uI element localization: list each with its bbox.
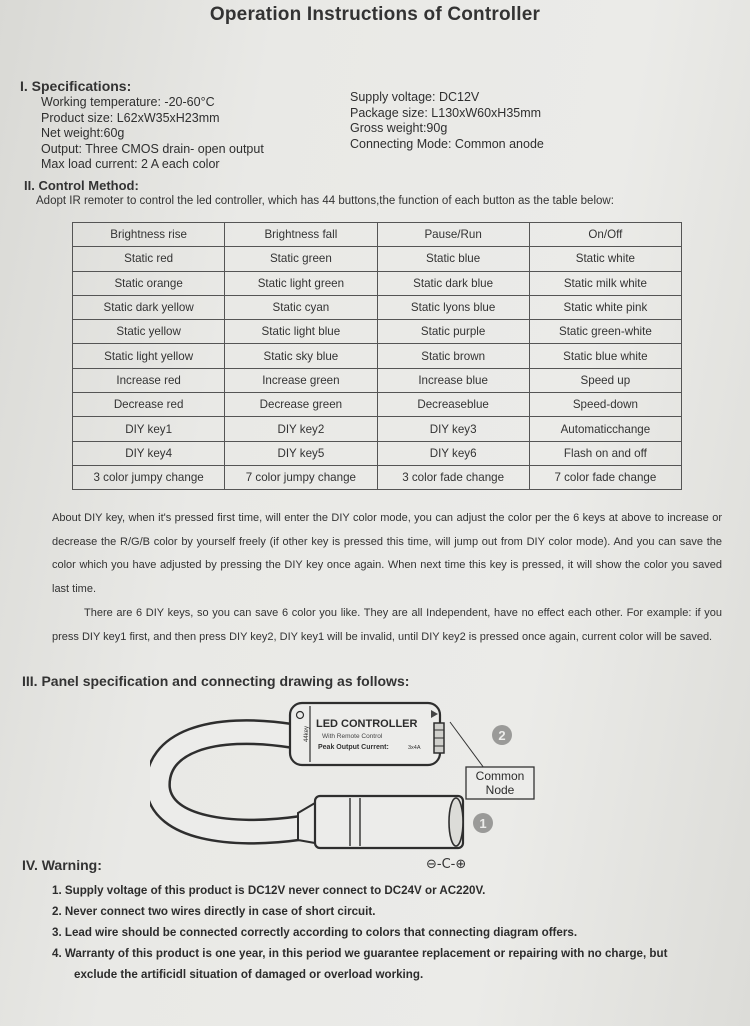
table-cell: Automaticchange (529, 417, 681, 441)
table-cell: DIY key4 (73, 441, 225, 465)
common-node-label-1: Common (475, 769, 525, 783)
table-cell: Static white (529, 247, 681, 271)
common-node-label-2: Node (485, 783, 515, 797)
warning-item-2: 2. Never connect two wires directly in case of short circuit. (52, 905, 376, 918)
table-cell: Increase green (225, 368, 377, 392)
panel-heading: III. Panel specification and connecting drawing as follows: (22, 673, 410, 689)
table-row (73, 223, 682, 247)
diy-key-description (52, 507, 722, 649)
table-cell: Static light blue (225, 320, 377, 344)
spec-output: Output: Three CMOS drain- open output (41, 141, 264, 156)
table-cell: Pause/Run (377, 223, 529, 247)
table-row (73, 441, 682, 465)
common-node-leader (450, 722, 484, 768)
spec-max-load-current: Max load current: 2 A each color (41, 157, 220, 171)
table-cell: Static brown (377, 344, 529, 368)
table-cell: Static blue white (529, 344, 681, 368)
table-cell: Decreaseblue (377, 393, 529, 417)
table-cell: Static light green (225, 271, 377, 295)
table-cell: DIY key6 (377, 441, 529, 465)
table-cell: Flash on and off (529, 441, 681, 465)
table-cell: Static milk white (529, 271, 681, 295)
table-cell: Static sky blue (225, 344, 377, 368)
table-cell: Static red (73, 247, 225, 271)
button-function-table (72, 222, 682, 490)
table-row (73, 247, 682, 271)
specifications-left-column (41, 95, 264, 173)
table-cell: Decrease red (73, 393, 225, 417)
table-cell: Static cyan (225, 295, 377, 319)
controller-peak-label: Peak Output Current: (318, 744, 389, 751)
table-cell: 7 color fade change (529, 465, 681, 489)
warning-heading: IV. Warning: (22, 857, 102, 873)
controller-peak-value: 3x4A (408, 745, 421, 751)
table-row (73, 368, 682, 392)
diy-paragraph-1: About DIY key, when it's pressed first time, will enter the DIY color mode, you can adjust the color per the 6 keys at above to increase or decrease the R/G/B color by yourself freely (if other key is pressed this time, will jump out from DIY color mode). And you can save the color which you have adjusted by pressing the DIY key once again. When next time this key is pressed, it will show the color you saved last time. (52, 512, 722, 596)
controller-subtitle: With Remote Control (322, 733, 383, 740)
table-cell: Static dark blue (377, 271, 529, 295)
table-cell: Increase red (73, 368, 225, 392)
table-cell: Brightness fall (225, 223, 377, 247)
table-cell: Static yellow (73, 320, 225, 344)
warning-list (52, 880, 742, 985)
table-row (73, 417, 682, 441)
table-cell: DIY key2 (225, 417, 377, 441)
control-method-heading: II. Control Method: (24, 178, 139, 193)
dc-jack-opening (449, 798, 463, 846)
spec-supply-voltage: Supply voltage: DC12V (350, 90, 480, 104)
callout-1: 1 (479, 816, 487, 831)
warning-item-4: 4. Warranty of this product is one year, in this period we guarantee replacement or repairing with no charge, but (52, 947, 668, 960)
page-title: Operation Instructions of Controller (209, 4, 541, 25)
table-cell: Static green-white (529, 320, 681, 344)
table-cell: DIY key3 (377, 417, 529, 441)
polarity-symbol: ⊖-C-⊕ (426, 857, 467, 872)
spec-product-size: Product size: L62xW35xH23mm (41, 110, 220, 125)
table-cell: Static orange (73, 271, 225, 295)
table-row (73, 271, 682, 295)
table-cell: Decrease green (225, 393, 377, 417)
table-cell: Brightness rise (73, 223, 225, 247)
table-row (73, 344, 682, 368)
table-row (73, 465, 682, 489)
table-cell: Speed-down (529, 393, 681, 417)
dc-jack-body (315, 796, 463, 848)
warning-item-1: 1. Supply voltage of this product is DC12V never connect to DC24V or AC220V. (52, 884, 486, 897)
specifications-heading: I. Specifications: (20, 78, 132, 94)
table-cell: 3 color jumpy change (73, 465, 225, 489)
table-cell: DIY key5 (225, 441, 377, 465)
table-row (73, 295, 682, 319)
table-cell: 3 color fade change (377, 465, 529, 489)
controller-title: LED CONTROLLER (316, 718, 418, 730)
table-cell: Static lyons blue (377, 295, 529, 319)
table-cell: Static green (225, 247, 377, 271)
table-cell: Increase blue (377, 368, 529, 392)
connecting-drawing (150, 688, 570, 873)
spec-net-weight: Net weight:60g (41, 126, 125, 140)
spec-package-size: Package size: L130xW60xH35mm (350, 105, 542, 120)
spec-working-temperature: Working temperature: -20-60°C (41, 95, 215, 109)
diy-paragraph-2: There are 6 DIY keys, so you can save 6 color you like. They are all Independent, have no effect each other. For example: if you press DIY key1 first, and then press DIY key2, DIY key1 will be invalid, until DIY key2 is pressed once again, current color will be saved. (52, 606, 722, 643)
jack-collar (298, 803, 315, 843)
table-cell: Static white pink (529, 295, 681, 319)
table-cell: On/Off (529, 223, 681, 247)
callout-2: 2 (498, 728, 506, 743)
table-cell: Static blue (377, 247, 529, 271)
control-method-intro: Adopt IR remoter to control the led controller, which has 44 buttons,the function of each button as the table below: (36, 195, 614, 207)
warning-item-4-continued: exclude the artificidl situation of damaged or overload working. (74, 968, 424, 981)
table-row (73, 393, 682, 417)
table-cell: Static purple (377, 320, 529, 344)
controller-side-label: 44key (304, 725, 310, 742)
table-cell: Static light yellow (73, 344, 225, 368)
warning-item-3: 3. Lead wire should be connected correctly according to colors that connecting diagram offers. (52, 926, 578, 939)
specifications-right-column (350, 90, 544, 152)
spec-connecting-mode: Connecting Mode: Common anode (350, 136, 544, 151)
table-cell: 7 color jumpy change (225, 465, 377, 489)
spec-gross-weight: Gross weight:90g (350, 121, 448, 135)
table-cell: Static dark yellow (73, 295, 225, 319)
table-row (73, 320, 682, 344)
table-cell: Speed up (529, 368, 681, 392)
table-cell: DIY key1 (73, 417, 225, 441)
